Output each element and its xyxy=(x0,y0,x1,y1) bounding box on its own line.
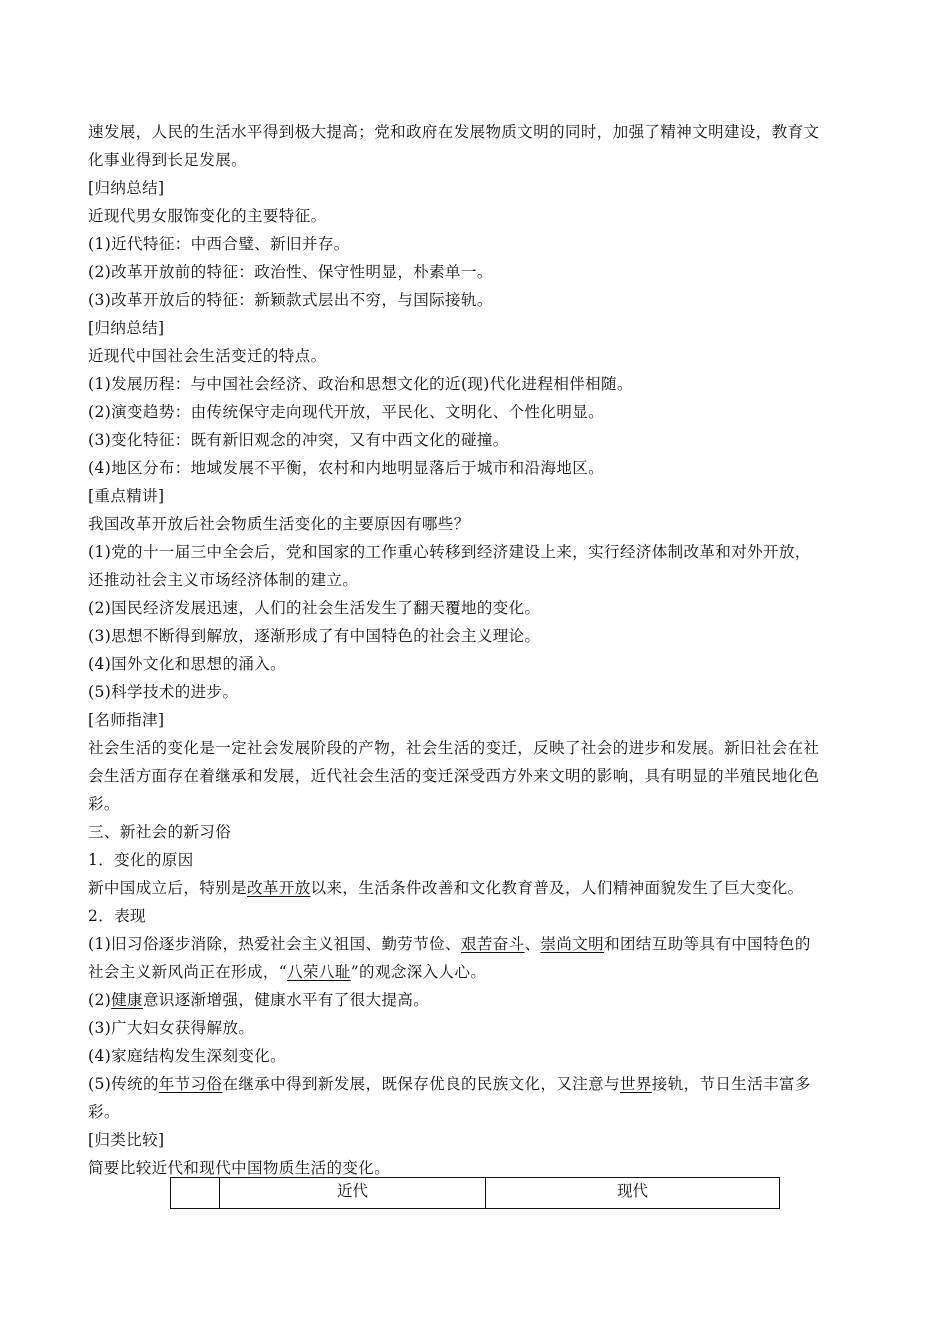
section-heading: [名师指津] xyxy=(88,711,165,729)
paragraph-line: 新中国成立后，特别是改革开放以来，生活条件改善和文化教育普及，人们精神面貌发生了巨大变化。 xyxy=(88,879,804,897)
list-item: (1)发展历程：与中国社会经济、政治和思想文化的近(现)代化进程相伴相随。 xyxy=(88,375,633,393)
list-item: (2)国民经济发展迅速，人们的社会生活发生了翻天覆地的变化。 xyxy=(88,599,541,617)
table-header-cell: 近代 xyxy=(220,1178,486,1209)
list-item: (2)改革开放前的特征：政治性、保守性明显，朴素单一。 xyxy=(88,263,493,281)
list-item: (4)地区分布：地域发展不平衡，农村和内地明显落后于城市和沿海地区。 xyxy=(88,459,605,477)
paragraph-line: 化事业得到长足发展。 xyxy=(88,151,248,169)
paragraph-line: 速发展，人民的生活水平得到极大提高；党和政府在发展物质文明的同时，加强了精神文明建设，教育文 xyxy=(88,123,820,141)
list-item: (1)党的十一届三中全会后，党和国家的工作重心转移到经济建设上来，实行经济体制改革和对外开放， xyxy=(88,543,811,561)
list-item: (5)传统的年节习俗在继承中得到新发展，既保存优良的民族文化，又注意与世界接轨，节日生活丰富多 xyxy=(88,1075,811,1093)
list-item: (2)健康意识逐渐增强，健康水平有了很大提高。 xyxy=(88,991,430,1009)
table-header-cell xyxy=(171,1178,220,1209)
section-heading: [归类比较] xyxy=(88,1131,165,1149)
underlined-answer: 世界 xyxy=(619,1075,652,1093)
paragraph-line: 我国改革开放后社会物质生活变化的主要原因有哪些？ xyxy=(88,515,470,533)
table-header-cell: 现代 xyxy=(486,1178,780,1209)
list-item: (4)国外文化和思想的涌入。 xyxy=(88,655,287,673)
subsection-heading: 1．变化的原因 xyxy=(88,851,194,869)
list-item: (2)演变趋势：由传统保守走向现代开放，平民化、文明化、个性化明显。 xyxy=(88,403,605,421)
underlined-answer: 改革开放 xyxy=(247,879,311,897)
paragraph-line: 还推动社会主义市场经济体制的建立。 xyxy=(88,571,359,589)
paragraph-line: 彩。 xyxy=(88,1103,120,1121)
section-heading: [归纳总结] xyxy=(88,319,165,337)
underlined-answer: 崇尚文明 xyxy=(540,935,605,953)
paragraph-line: 社会生活的变化是一定社会发展阶段的产物，社会生活的变迁，反映了社会的进步和发展。新旧社会在社 xyxy=(88,739,820,757)
paragraph-line: 彩。 xyxy=(88,795,120,813)
section-heading: [重点精讲] xyxy=(88,487,165,505)
paragraph-line: 社会主义新风尚正在形成，“八荣八耻”的观念深入人心。 xyxy=(88,963,487,981)
paragraph-line: 近现代男女服饰变化的主要特征。 xyxy=(88,207,327,225)
underlined-answer: 八荣八耻 xyxy=(287,963,351,981)
list-item: (3)思想不断得到解放，逐渐形成了有中国特色的社会主义理论。 xyxy=(88,627,541,645)
section-heading: [归纳总结] xyxy=(88,179,165,197)
list-item: (1)近代特征：中西合璧、新旧并存。 xyxy=(88,235,350,253)
comparison-table xyxy=(170,1177,780,1209)
paragraph-line: 简要比较近代和现代中国物质生活的变化。 xyxy=(88,1159,391,1177)
list-item: (3)广大妇女获得解放。 xyxy=(88,1019,255,1037)
paragraph-line: 会生活方面存在着继承和发展，近代社会生活的变迁深受西方外来文明的影响，具有明显的半殖民地化色 xyxy=(88,767,820,785)
subsection-heading: 2．表现 xyxy=(88,907,146,925)
document-body xyxy=(88,118,868,1182)
table-header-row xyxy=(171,1178,780,1209)
section-heading: 三、新社会的新习俗 xyxy=(88,823,232,841)
paragraph-line: 近现代中国社会生活变迁的特点。 xyxy=(88,347,327,365)
underlined-answer: 艰苦奋斗 xyxy=(460,935,525,953)
list-item: (1)旧习俗逐步消除，热爱社会主义祖国、勤劳节俭、艰苦奋斗、崇尚文明和团结互助等具有中国特色的 xyxy=(88,935,811,953)
list-item: (3)改革开放后的特征：新颖款式层出不穷，与国际接轨。 xyxy=(88,291,493,309)
underlined-answer: 年节习俗 xyxy=(158,1075,223,1093)
list-item: (5)科学技术的进步。 xyxy=(88,683,239,701)
list-item: (4)家庭结构发生深刻变化。 xyxy=(88,1047,287,1065)
list-item: (3)变化特征：既有新旧观念的冲突，又有中西文化的碰撞。 xyxy=(88,431,509,449)
underlined-answer: 健康 xyxy=(111,991,143,1009)
